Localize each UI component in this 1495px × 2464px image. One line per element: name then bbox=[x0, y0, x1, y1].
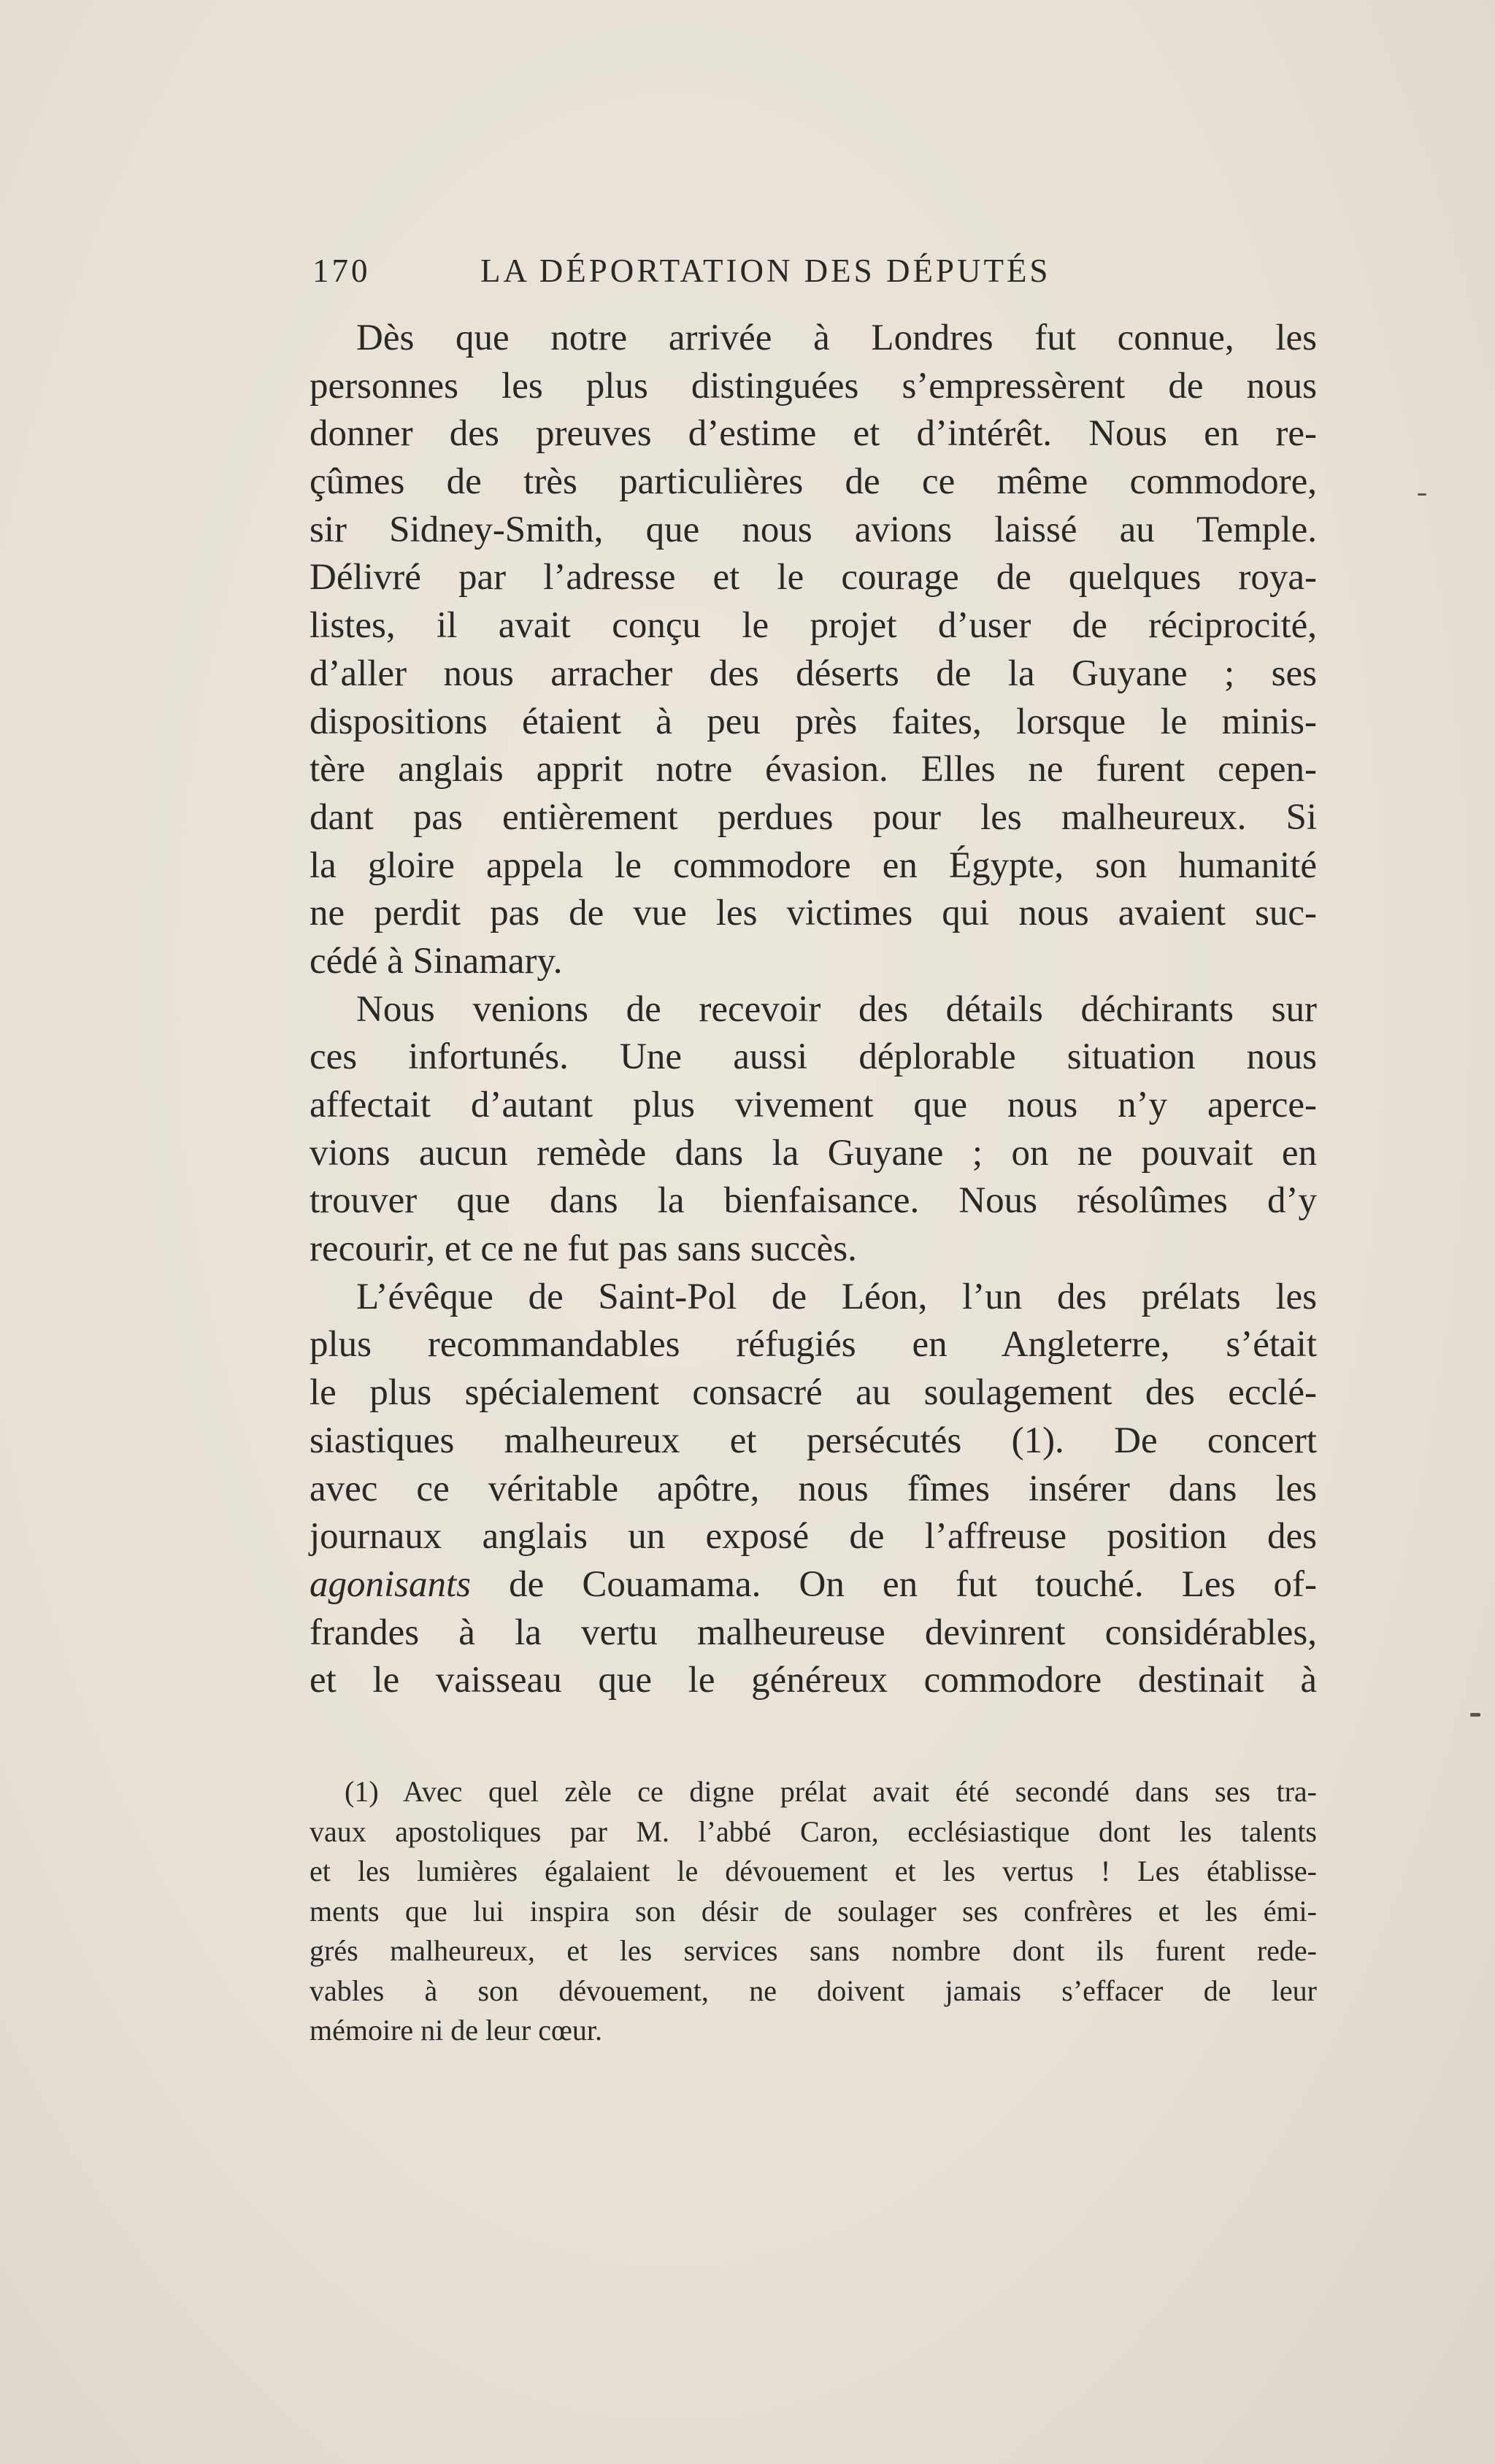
text-line: trouver que dans la bienfaisance. Nous résolûmes d’y bbox=[310, 1180, 1317, 1222]
text-line: çûmes de très particulières de ce même commodore, bbox=[310, 461, 1317, 503]
text-line: tère anglais apprit notre évasion. Elles ne furent cepen- bbox=[310, 749, 1317, 790]
running-head bbox=[312, 247, 1317, 295]
text-line: listes, il avait conçu le projet d’user de réciprocité, bbox=[310, 605, 1317, 647]
text-line: et le vaisseau que le généreux commodore destinait à bbox=[310, 1660, 1317, 1701]
footnote-line: (1) Avec quel zèle ce digne prélat avait été secondé dans ses tra- bbox=[345, 1775, 1317, 1808]
text-line: dant pas entièrement perdues pour les malheureux. Si bbox=[310, 796, 1317, 838]
text-line: le plus spécialement consacré au soulagement des ecclé- bbox=[310, 1372, 1317, 1414]
text-line: vions aucun remède dans la Guyane ; on ne pouvait en bbox=[310, 1132, 1317, 1174]
footnote-line: ments que lui inspira son désir de soulager ses confrères et les émi- bbox=[310, 1894, 1317, 1928]
text-line: avec ce véritable apôtre, nous fîmes insérer dans les bbox=[310, 1468, 1317, 1509]
footnote bbox=[310, 1772, 1317, 2051]
text-line: d’aller nous arracher des déserts de la Guyane ; ses bbox=[310, 652, 1317, 694]
text-line: cédé à Sinamary. bbox=[310, 940, 563, 982]
margin-mark bbox=[1470, 1713, 1480, 1717]
text-line: sir Sidney-Smith, que nous avions laissé au Temple. bbox=[310, 509, 1317, 550]
italic-word: agonisants bbox=[310, 1563, 472, 1605]
text-line: dispositions étaient à peu près faites, lorsque le minis- bbox=[310, 701, 1317, 742]
footnote-line: grés malheureux, et les services sans nombre dont ils furent rede- bbox=[310, 1934, 1317, 1967]
text-line bbox=[310, 1561, 1317, 1609]
text-line: la gloire appela le commodore en Égypte, son humanité bbox=[310, 844, 1317, 886]
footnote-line: vables à son dévouement, ne doivent jamais s’effacer de leur bbox=[310, 1974, 1317, 2007]
text-line: plus recommandables réfugiés en Angleterre, s’était bbox=[310, 1324, 1317, 1366]
text-line: recourir, et ce ne fut pas sans succès. bbox=[310, 1228, 857, 1270]
margin-mark bbox=[1418, 493, 1426, 496]
text-line-rest: de Couamama. On en fut touché. Les of- bbox=[471, 1563, 1317, 1605]
text-line: donner des preuves d’estime et d’intérêt. Nous en re- bbox=[310, 413, 1317, 455]
page-number: 170 bbox=[312, 253, 371, 289]
text-line: journaux anglais un exposé de l’affreuse position des bbox=[310, 1516, 1317, 1558]
text-line: ces infortunés. Une aussi déplorable situation nous bbox=[310, 1036, 1317, 1078]
footnote-line: vaux apostoliques par M. l’abbé Caron, ecclésiastique dont les talents bbox=[310, 1814, 1317, 1848]
footnote-line: et les lumières égalaient le dévouement et les vertus ! Les établisse- bbox=[310, 1855, 1317, 1887]
text-line: ne perdit pas de vue les victimes qui nous avaient suc- bbox=[310, 893, 1317, 934]
text-line: Dès que notre arrivée à Londres fut connue, les bbox=[356, 317, 1317, 358]
text-line: Délivré par l’adresse et le courage de quelques roya- bbox=[310, 557, 1317, 598]
text-line: personnes les plus distinguées s’empressèrent de nous bbox=[310, 365, 1317, 407]
text-line: Nous venions de recevoir des détails déchirants sur bbox=[356, 988, 1317, 1030]
footnote-line: mémoire ni de leur cœur. bbox=[310, 2014, 602, 2047]
body-text bbox=[310, 315, 1317, 1705]
text-line: siastiques malheureux et persécutés (1). De concert bbox=[310, 1420, 1317, 1461]
text-line: L’évêque de Saint-Pol de Léon, l’un des prélats les bbox=[356, 1276, 1317, 1317]
text-line: affectait d’autant plus vivement que nous n’y aperce- bbox=[310, 1085, 1317, 1125]
running-head-title: LA DÉPORTATION DES DÉPUTÉS bbox=[480, 253, 1051, 289]
text-line: frandes à la vertu malheureuse devinrent considérables, bbox=[310, 1612, 1317, 1653]
